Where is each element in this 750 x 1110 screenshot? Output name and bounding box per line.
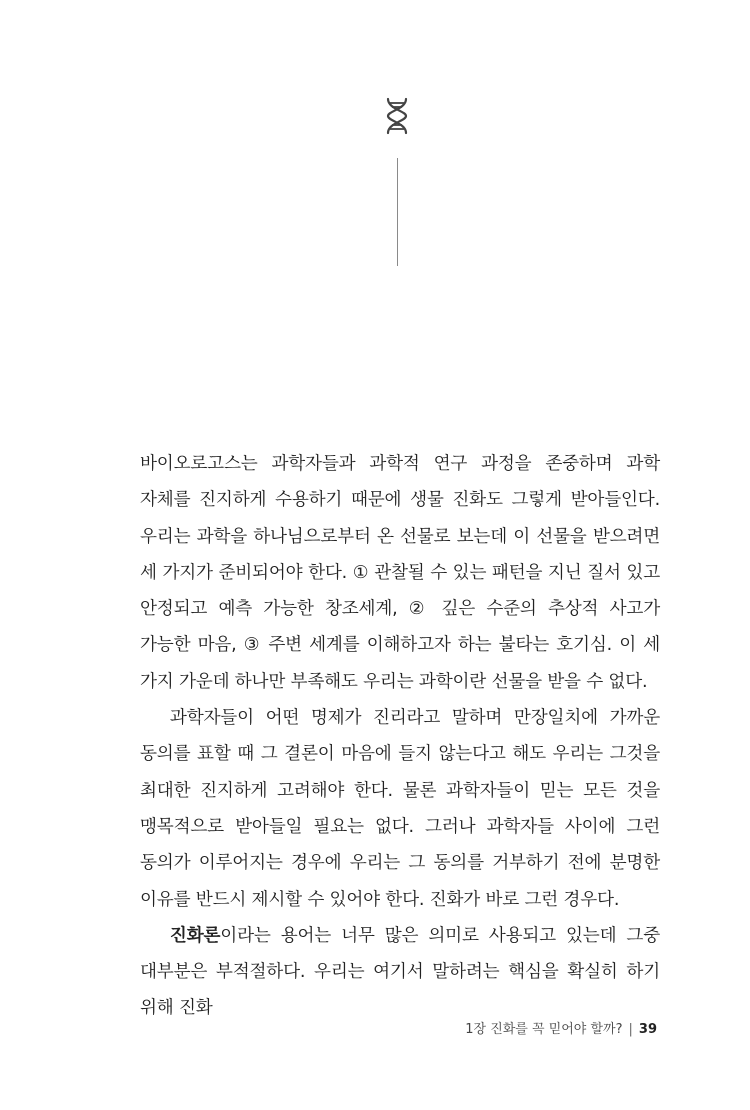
page-footer [465,1018,657,1037]
chapter-title: 1장 진화를 꼭 믿어야 할까? [465,1022,623,1037]
paragraph-3-text: 이라는 용어는 너무 많은 의미로 사용되고 있는데 그중 대부분은 부적절하다. 우리는 여기서 말하려는 핵심을 확실히 하기 위해 진화 [140,925,660,1019]
footer-separator: | [628,1022,633,1037]
term-evolution-theory: 진화론 [169,925,221,946]
page-number: 39 [638,1022,657,1037]
body-text [140,446,660,1027]
paragraph-3 [140,918,660,1027]
dna-icon [384,97,410,135]
paragraph-2: 과학자들이 어떤 명제가 진리라고 말하며 만장일치에 가까운 동의를 표할 때 그 결론이 마음에 들지 않는다고 해도 우리는 그것을 최대한 진지하게 고려해야 한다. 물론 과학자들이 믿는 모든 것을 맹목적으로 받아들일 필요는 없다. 그러나 과학자들 사이에 그런 동의가 이루어지는 경우에 우리는 그 동의를 거부하기 전에 분명한 이유를 반드시 제시할 수 있어야 한다. 진화가 바로 그런 경우다. [140,708,660,910]
divider-line [397,158,398,266]
paragraph-1: 바이오로고스는 과학자들과 과학적 연구 과정을 존중하며 과학 자체를 진지하게 수용하기 때문에 생물 진화도 그렇게 받아들인다. 우리는 과학을 하나님으로부터 온 선물로 보는데 이 선물을 받으려면 세 가지가 준비되어야 한다. ① 관찰될 수 있는 패턴을 지닌 질서 있고 안정되고 예측 가능한 창조세계, ② 깊은 수준의 추상적 사고가 가능한 마음, ③ 주변 세계를 이해하고자 하는 불타는 호기심. 이 세 가지 가운데 하나만 부족해도 우리는 과학이란 선물을 받을 수 없다. [140,454,660,692]
